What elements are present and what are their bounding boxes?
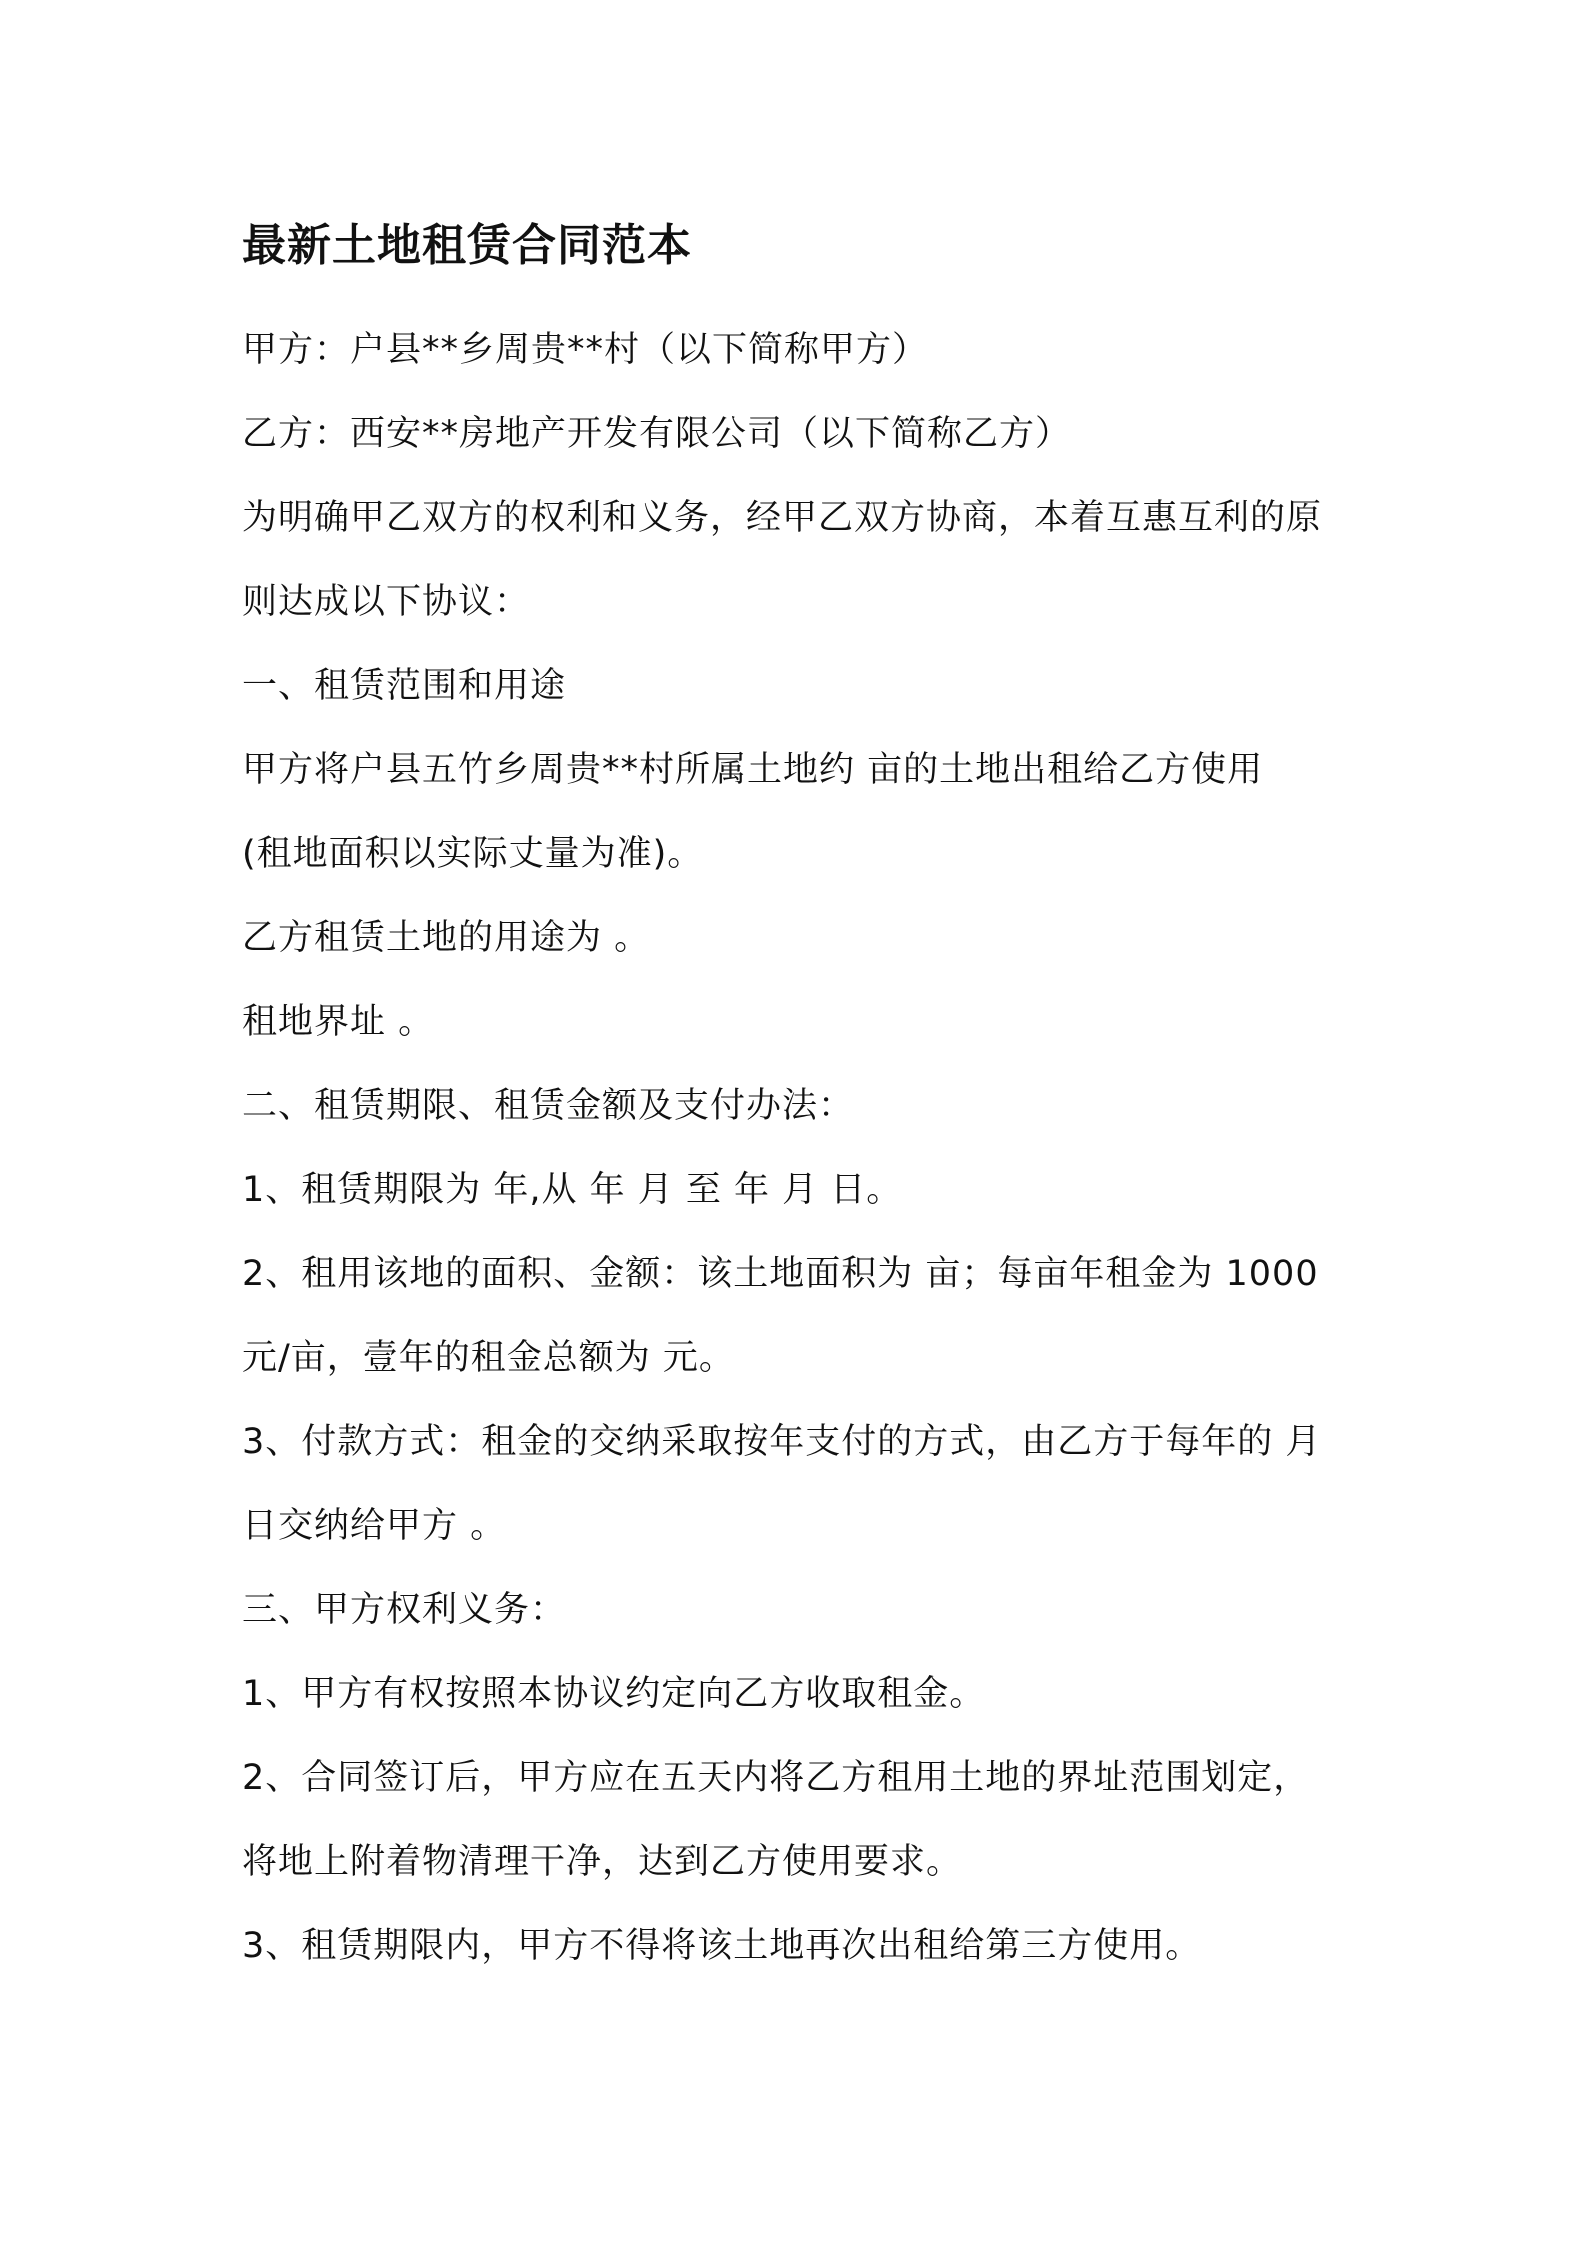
section-1-line-2: (租地面积以实际丈量为准)。 bbox=[242, 834, 704, 874]
section-3-heading: 三、甲方权利义务： bbox=[242, 1590, 567, 1630]
section-2-item-3-cont: 日交纳给甲方 。 bbox=[242, 1506, 507, 1546]
document-body bbox=[242, 212, 1362, 1988]
section-2-heading: 二、租赁期限、租赁金额及支付办法： bbox=[242, 1086, 855, 1126]
section-3-item-2: 2、合同签订后，甲方应在五天内将乙方租用土地的界址范围划定， bbox=[242, 1758, 1310, 1798]
section-3-item-3: 3、租赁期限内，甲方不得将该土地再次出租给第三方使用。 bbox=[242, 1926, 1202, 1966]
party-b-line: 乙方：西安**房地产开发有限公司（以下简称乙方） bbox=[242, 414, 1072, 454]
section-1-line-4: 租地界址 。 bbox=[242, 1002, 435, 1042]
section-3-item-1: 1、甲方有权按照本协议约定向乙方收取租金。 bbox=[242, 1674, 986, 1714]
section-1-heading: 一、租赁范围和用途 bbox=[242, 666, 567, 706]
section-1-line-3: 乙方租赁土地的用途为 。 bbox=[242, 918, 651, 958]
document-title: 最新土地租赁合同范本 bbox=[242, 220, 692, 271]
preamble-line-2: 则达成以下协议： bbox=[242, 582, 531, 622]
preamble-line-1: 为明确甲乙双方的权利和义务，经甲乙双方协商，本着互惠互利的原 bbox=[242, 498, 1323, 538]
section-2-item-2: 2、租用该地的面积、金额：该土地面积为 亩；每亩年租金为 1000 bbox=[242, 1254, 1319, 1294]
section-2-item-1: 1、租赁期限为 年,从 年 月 至 年 月 日。 bbox=[242, 1170, 903, 1210]
section-2-item-3: 3、付款方式：租金的交纳采取按年支付的方式，由乙方于每年的 月 bbox=[242, 1422, 1322, 1462]
section-3-item-2-cont: 将地上附着物清理干净，达到乙方使用要求。 bbox=[242, 1842, 963, 1882]
section-1-line-1: 甲方将户县五竹乡周贵**村所属土地约 亩的土地出租给乙方使用 bbox=[242, 750, 1264, 790]
party-a-line: 甲方：户县**乡周贵**村（以下简称甲方） bbox=[242, 330, 929, 370]
section-2-item-2-cont: 元/亩，壹年的租金总额为 元。 bbox=[242, 1338, 735, 1378]
